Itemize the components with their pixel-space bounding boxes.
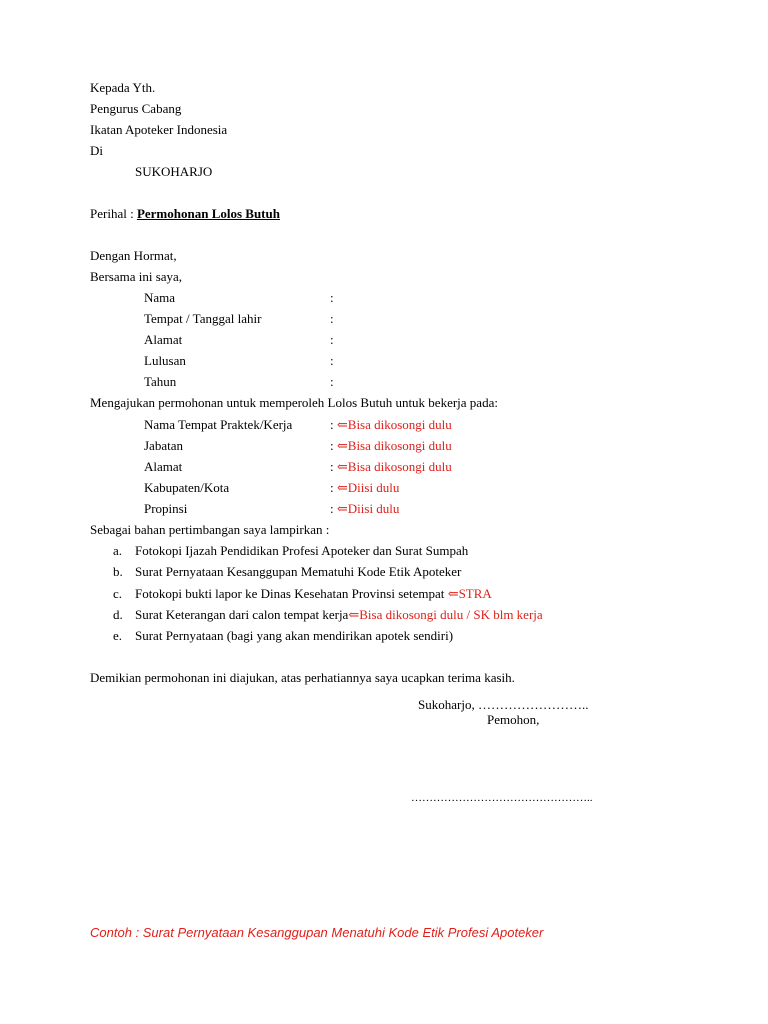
attachment-item bbox=[135, 564, 461, 580]
work-field-value bbox=[330, 480, 399, 496]
field-label-alamat: Alamat bbox=[144, 332, 183, 347]
work-field-value bbox=[330, 438, 452, 454]
field-colon: : bbox=[330, 332, 334, 347]
recipient-line-2: Pengurus Cabang bbox=[90, 101, 182, 116]
work-note: ⇐Bisa dikosongi dulu bbox=[336, 417, 452, 432]
field-colon: : bbox=[330, 374, 334, 389]
attachment-item bbox=[135, 586, 492, 602]
attachment-text: Surat Pernyataan (bagi yang akan mendirikan apotek sendiri) bbox=[135, 628, 454, 643]
attachment-text: Surat Keterangan dari calon tempat kerja bbox=[135, 607, 349, 622]
greeting: Dengan Hormat, bbox=[90, 248, 177, 263]
recipient-line-1: Kepada Yth. bbox=[90, 80, 156, 95]
field-colon: : bbox=[330, 480, 334, 495]
closing-text: Demikian permohonan ini diajukan, atas perhatiannya saya ucapkan terima kasih. bbox=[90, 670, 515, 685]
work-label-alamat: Alamat bbox=[144, 459, 183, 474]
list-marker: c. bbox=[113, 586, 123, 601]
work-label-kabupaten: Kabupaten/Kota bbox=[144, 480, 230, 495]
work-label-tempat: Nama Tempat Praktek/Kerja bbox=[144, 417, 293, 432]
work-field-value bbox=[330, 501, 399, 517]
list-marker: e. bbox=[113, 628, 123, 643]
work-note: ⇐Bisa dikosongi dulu bbox=[336, 438, 452, 453]
work-note: ⇐Diisi dulu bbox=[336, 480, 400, 495]
subject-title: Permohonan Lolos Butuh bbox=[136, 206, 280, 221]
signature-place-date: Sukoharjo, …………………….. bbox=[418, 697, 589, 712]
field-colon: : bbox=[330, 417, 334, 432]
field-colon: : bbox=[330, 353, 334, 368]
work-field-value bbox=[330, 417, 452, 433]
list-marker: a. bbox=[113, 543, 123, 558]
work-label-jabatan: Jabatan bbox=[144, 438, 183, 453]
attachment-text: Fotokopi Ijazah Pendidikan Profesi Apoteker dan Surat Sumpah bbox=[135, 543, 469, 558]
subject-line bbox=[90, 206, 280, 222]
list-marker: b. bbox=[113, 564, 123, 579]
footer-note: Contoh : Surat Pernyataan Kesanggupan Menatuhi Kode Etik Profesi Apoteker bbox=[90, 925, 544, 940]
attachment-text: Surat Pernyataan Kesanggupan Mematuhi Kode Etik Apoteker bbox=[135, 564, 462, 579]
field-label-tahun: Tahun bbox=[144, 374, 177, 389]
field-label-nama: Nama bbox=[144, 290, 176, 305]
attachment-note: ⇐Bisa dikosongi dulu / SK blm kerja bbox=[348, 607, 543, 622]
signature-role: Pemohon, bbox=[487, 712, 540, 727]
list-marker: d. bbox=[113, 607, 123, 622]
intro-text: Bersama ini saya, bbox=[90, 269, 183, 284]
field-label-ttl: Tempat / Tanggal lahir bbox=[144, 311, 262, 326]
subject-label: Perihal : bbox=[90, 206, 134, 221]
request-text: Mengajukan permohonan untuk memperoleh Lolos Butuh untuk bekerja pada: bbox=[90, 395, 498, 410]
recipient-city: SUKOHARJO bbox=[135, 164, 213, 179]
recipient-line-3: Ikatan Apoteker Indonesia bbox=[90, 122, 228, 137]
work-note: ⇐Diisi dulu bbox=[336, 501, 400, 516]
work-field-value bbox=[330, 459, 452, 475]
recipient-line-4: Di bbox=[90, 143, 103, 158]
field-colon: : bbox=[330, 311, 334, 326]
field-colon: : bbox=[330, 438, 334, 453]
attachment-item bbox=[135, 628, 453, 644]
attachment-item bbox=[135, 607, 543, 623]
work-label-propinsi: Propinsi bbox=[144, 501, 188, 516]
field-colon: : bbox=[330, 501, 334, 516]
field-colon: : bbox=[330, 290, 334, 305]
attachments-intro: Sebagai bahan pertimbangan saya lampirkan : bbox=[90, 522, 330, 537]
attachment-item bbox=[135, 543, 468, 559]
attachment-text: Fotokopi bukti lapor ke Dinas Kesehatan Provinsi setempat bbox=[135, 586, 448, 601]
attachment-note: ⇐STRA bbox=[447, 586, 492, 601]
field-label-lulusan: Lulusan bbox=[144, 353, 186, 368]
field-colon: : bbox=[330, 459, 334, 474]
signature-dots: ………………………………………….. bbox=[411, 792, 593, 804]
work-note: ⇐Bisa dikosongi dulu bbox=[336, 459, 452, 474]
